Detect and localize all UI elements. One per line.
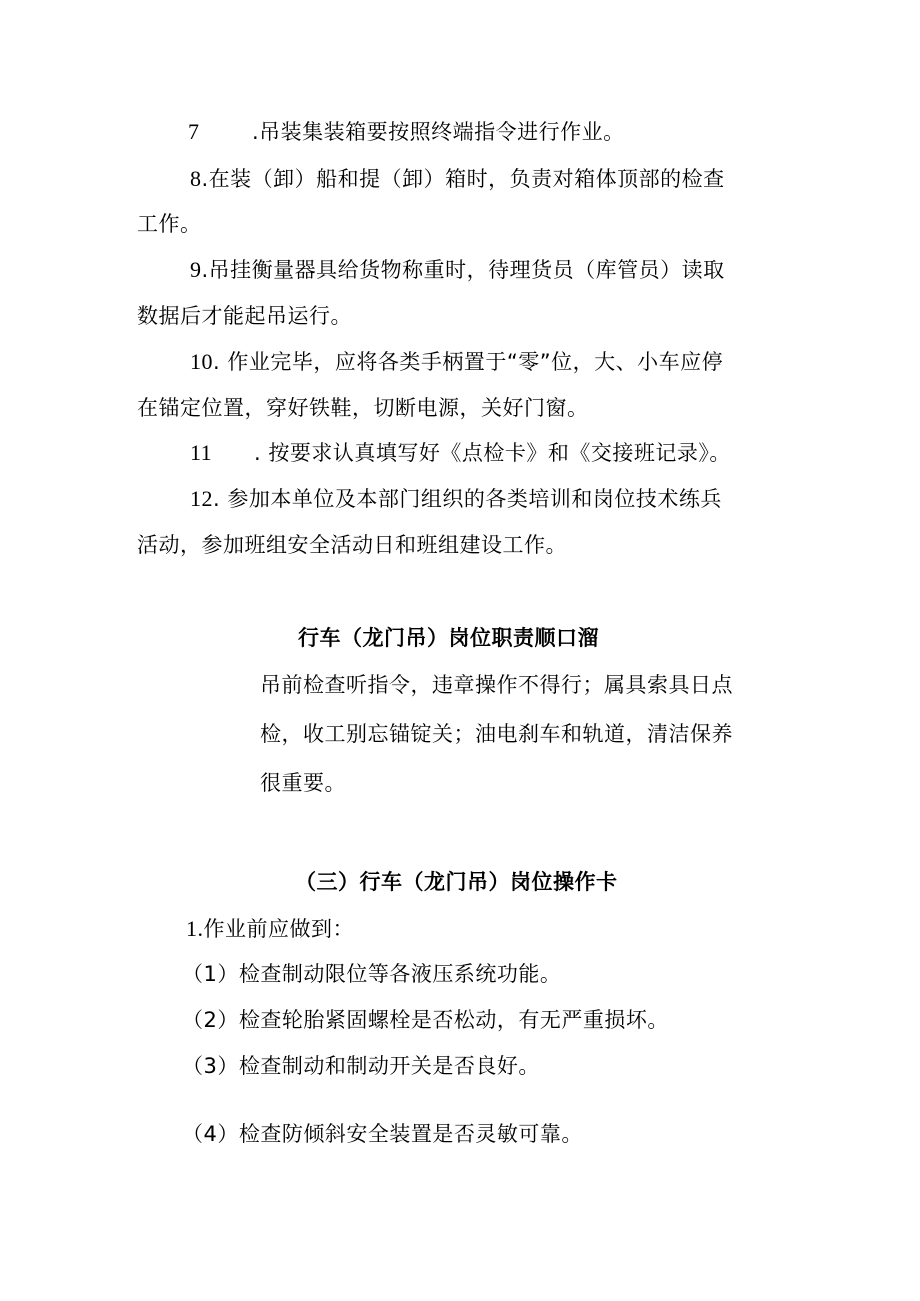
item-10-continued [137,394,589,422]
item-text: 活动，参加班组安全活动日和班组建设工作。 [137,533,567,557]
check-item-1 [182,960,561,988]
item-number: 9 [190,257,202,282]
rhyme-line-2: 检，收工别忘锚锭关；油电刹车和轨道，清洁保养 [260,722,733,746]
item-text: . 参加本单位及本部门组织的各类培训和岗位技术练兵 [213,487,722,511]
check-item-3 [182,1052,540,1080]
check-number: （1） [182,962,239,986]
item-number: 1. [186,916,204,941]
item-9 [190,256,725,284]
item-text: . 作业完毕，应将各类手柄置于“零”位，大、小车应停 [213,350,724,374]
check-item-4 [182,1120,583,1148]
item-11 [190,439,731,467]
item-7 [188,118,625,146]
item-text: .吊挂衡量器具给货物称重时，待理货员（库管员）读取 [201,258,725,282]
item-text: 作业前应做到： [203,917,354,941]
card-intro [186,915,354,943]
check-number: （4） [182,1122,239,1146]
item-10 [190,348,723,376]
item-8 [190,165,725,193]
check-number: （3） [182,1054,239,1078]
card-title: （三）行车（龙门吊）岗位操作卡 [295,870,618,894]
check-text: 检查轮胎紧固螺栓是否松动，有无严重损坏。 [238,1008,669,1032]
item-number: 10 [190,349,213,374]
item-number: 7 [188,119,200,144]
item-number: 8 [190,166,202,191]
rhyme-line-1: 吊前检查听指令，违章操作不得行；属具索具日点 [260,673,733,697]
item-12-continued [137,531,567,559]
item-text: 在锚定位置，穿好铁鞋，切断电源，关好门窗。 [137,396,589,420]
item-number: 11 [190,440,213,465]
rhyme-line-3: 很重要。 [260,771,346,795]
rhyme-title: 行车（龙门吊）岗位职责顺口溜 [298,626,599,650]
item-8-continued [137,210,202,238]
check-text: 检查防倾斜安全装置是否灵敏可靠。 [238,1122,583,1146]
item-text: 数据后才能起吊运行。 [137,304,352,328]
check-number: （2） [182,1008,239,1032]
item-12 [190,485,722,513]
item-text: .在装（卸）船和提（卸）箱时，负责对箱体顶部的检查 [201,167,725,191]
check-text: 检查制动限位等各液压系统功能。 [238,962,562,986]
item-text: 工作。 [137,212,202,236]
check-text: 检查制动和制动开关是否良好。 [238,1054,540,1078]
item-text: .吊装集装箱要按照终端指令进行作业。 [252,120,625,144]
check-item-2 [182,1006,669,1034]
item-text: . 按要求认真填写好《点检卡》和《交接班记录》。 [254,441,731,465]
item-number: 12 [190,486,213,511]
item-9-continued [137,302,352,330]
